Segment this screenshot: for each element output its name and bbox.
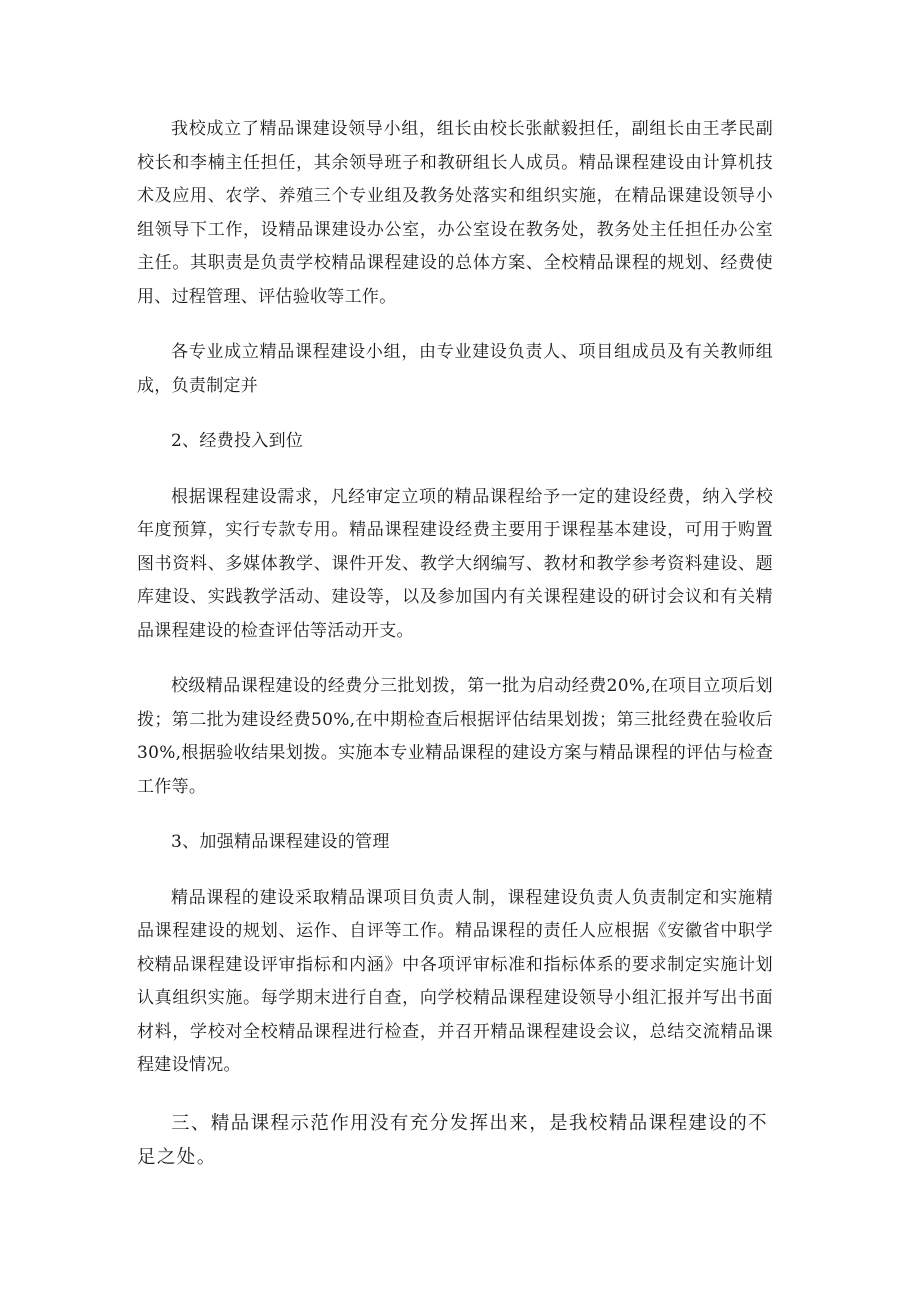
paragraph-funding-needs: 根据课程建设需求，凡经审定立项的精品课程给予一定的建设经费，纳入学校年度预算，实行专款专用。精品课程建设经费主要用于课程基本建设，可用于购置图书资料、多媒体教学、课件开发、教学大纲编写、教材和教学参考资料建设、题库建设、实践教学活动、建设等，以及参加国内有关课程建设的研讨会议和有关精品课程建设的检查评估等活动开支。 — [137, 486, 773, 641]
section-heading-shortcoming: 三、精品课程示范作用没有充分发挥出来，是我校精品课程建设的不足之处。 — [137, 1112, 769, 1168]
document-body — [137, 113, 773, 1175]
section-heading-management: 3、加强精品课程建设的管理 — [171, 832, 390, 852]
paragraph-funding-batches: 校级精品课程建设的经费分三批划拨，第一批为启动经费20%,在项目立项后划拨；第二批为建设经费50%,在中期检查后根据评估结果划拨；第三批经费在验收后30%,根据验收结果划拨。实施本专业精品课程的建设方案与精品课程的评估与检查工作等。 — [137, 676, 773, 797]
section-heading-funding: 2、经费投入到位 — [171, 431, 304, 451]
paragraph-management: 精品课程的建设采取精品课项目负责人制，课程建设负责人负责制定和实施精品课程建设的规划、运作、自评等工作。精品课程的责任人应根据《安徽省中职学校精品课程建设评审指标和内涵》中各项评审标准和指标体系的要求制定实施计划认真组织实施。每学期末进行自查，向学校精品课程建设领导小组汇报并写出书面材料，学校对全校精品课程进行检查，并召开精品课程建设会议，总结交流精品课程建设情况。 — [137, 887, 773, 1075]
paragraph-leadership-group: 我校成立了精品课建设领导小组，组长由校长张献毅担任，副组长由王孝民副校长和李楠主任担任，其余领导班子和教研组长人成员。精品课程建设由计算机技术及应用、农学、养殖三个专业组及教务处落实和组织实施，在精品课建设领导小组领导下工作，设精品课建设办公室，办公室设在教务处，教务处主任担任办公室主任。其职责是负责学校精品课程建设的总体方案、全校精品课程的规划、经费使用、过程管理、评估验收等工作。 — [137, 119, 773, 307]
paragraph-major-groups: 各专业成立精品课程建设小组，由专业建设负责人、项目组成员及有关教师组成，负责制定并 — [137, 342, 773, 396]
